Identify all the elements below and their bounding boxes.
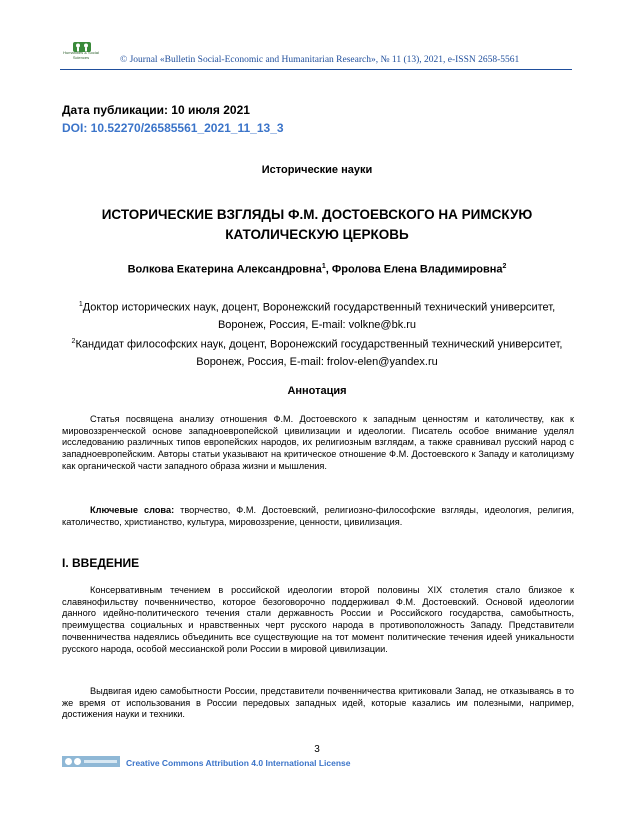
page-number: 3 bbox=[314, 744, 320, 755]
affiliation-1-text: Доктор исторических наук, доцент, Воронежский государственный технический университет, bbox=[82, 301, 556, 314]
title-line-2: КАТОЛИЧЕСКУЮ ЦЕРКОВЬ bbox=[225, 227, 409, 242]
author-2: Фролова Елена Владимировна bbox=[331, 263, 503, 276]
affiliation-1 bbox=[62, 296, 572, 334]
license-badge-bar bbox=[84, 760, 117, 763]
abstract-text: Статья посвящена анализу отношения Ф.М. Достоевского к западным ценностям и католичеству, как к мировоззренческой основе западноевропейской цивилизации и идеологии. Писатель особое внимание уделял исследованию различных типов европейских народов, их религиозным взглядам, а также сравнивал русский народ с западноевропейским. Авторы статьи указывают на критическое отношение Ф.М. Достоевского к Западу и католицизму как органической части западного образа жизни и мышления. bbox=[62, 414, 574, 471]
keywords bbox=[62, 505, 574, 528]
publication-date: Дата публикации: 10 июля 2021 bbox=[62, 103, 250, 117]
affiliation-1-line-1 bbox=[62, 296, 572, 317]
by-icon bbox=[74, 758, 81, 765]
author-2-sup: 2 bbox=[502, 263, 507, 270]
author-1-sup: 1 bbox=[321, 263, 326, 270]
abstract-heading: Аннотация bbox=[287, 385, 347, 397]
authors bbox=[60, 263, 574, 276]
affiliation-2 bbox=[62, 333, 572, 371]
author-1: Волкова Екатерина Александровна bbox=[127, 263, 322, 276]
license-link[interactable]: Creative Commons Attribution 4.0 International License bbox=[126, 758, 351, 768]
section-title: Исторические науки bbox=[261, 164, 373, 176]
affiliation-2-line-2: Воронеж, Россия, E-mail: frolov-elen@yandex.ru bbox=[196, 355, 438, 368]
affiliation-1-sup: 1 bbox=[78, 301, 83, 308]
journal-header: © Journal «Bulletin Social-Economic and Humanitarian Research», № 11 (13), 2021, e-ISSN 2658-5561 bbox=[120, 55, 520, 65]
article-title bbox=[60, 205, 574, 245]
cc-icon bbox=[65, 758, 72, 765]
affiliation-2-line-1 bbox=[62, 333, 572, 354]
intro-paragraph-2: Выдвигая идею самобытности России, представители почвенничества критиковали Запад, не отказываясь в то же время от использования в России передовых западных идей, которые казались им полезными, например, достижения науки и техники. bbox=[62, 686, 574, 720]
cc-license-badge[interactable] bbox=[62, 756, 120, 767]
doi-link[interactable]: DOI: 10.52270/26585561_2021_11_13_3 bbox=[62, 121, 284, 135]
author-separator: , bbox=[325, 263, 332, 276]
intro-paragraph-1: Консервативным течением в российской идеологии второй половины XIX столетия стало близкое к славянофильству почвенничество, которое безоговорочно поддерживал Ф.М. Достоевский. Основой идеологии данного идейно-политического течения стали державность России и Российского государства, самобытность, преимущества социальных и нравственных черт русского народа в противоположность Западу. Представители почвенничества надеялись объединить все существующие на тот момент политические течения идеей уникальности русского народа, особой мессианской роли России в мировой цивилизации. bbox=[62, 585, 574, 654]
intro-heading: I. ВВЕДЕНИЕ bbox=[62, 556, 140, 570]
affiliation-2-sup: 2 bbox=[71, 338, 76, 345]
affiliation-1-line-2: Воронеж, Россия, E-mail: volkne@bk.ru bbox=[217, 318, 417, 331]
logo-caption: Humanities & Social Sciences bbox=[63, 50, 99, 60]
title-line-1: ИСТОРИЧЕСКИЕ ВЗГЛЯДЫ Ф.М. ДОСТОЕВСКОГО НА РИМСКУЮ bbox=[101, 207, 533, 222]
header-divider bbox=[60, 69, 572, 70]
affiliation-2-text: Кандидат философских наук, доцент, Воронежский государственный технический университет, bbox=[75, 338, 563, 351]
keywords-text: творчество, Ф.М. Достоевский, религиозно-философские взгляды, идеология, религия, католичество, христианство, культура, мировоззрение, ценности, цивилизация. bbox=[62, 505, 574, 527]
keywords-label: Ключевые слова: bbox=[90, 505, 175, 515]
